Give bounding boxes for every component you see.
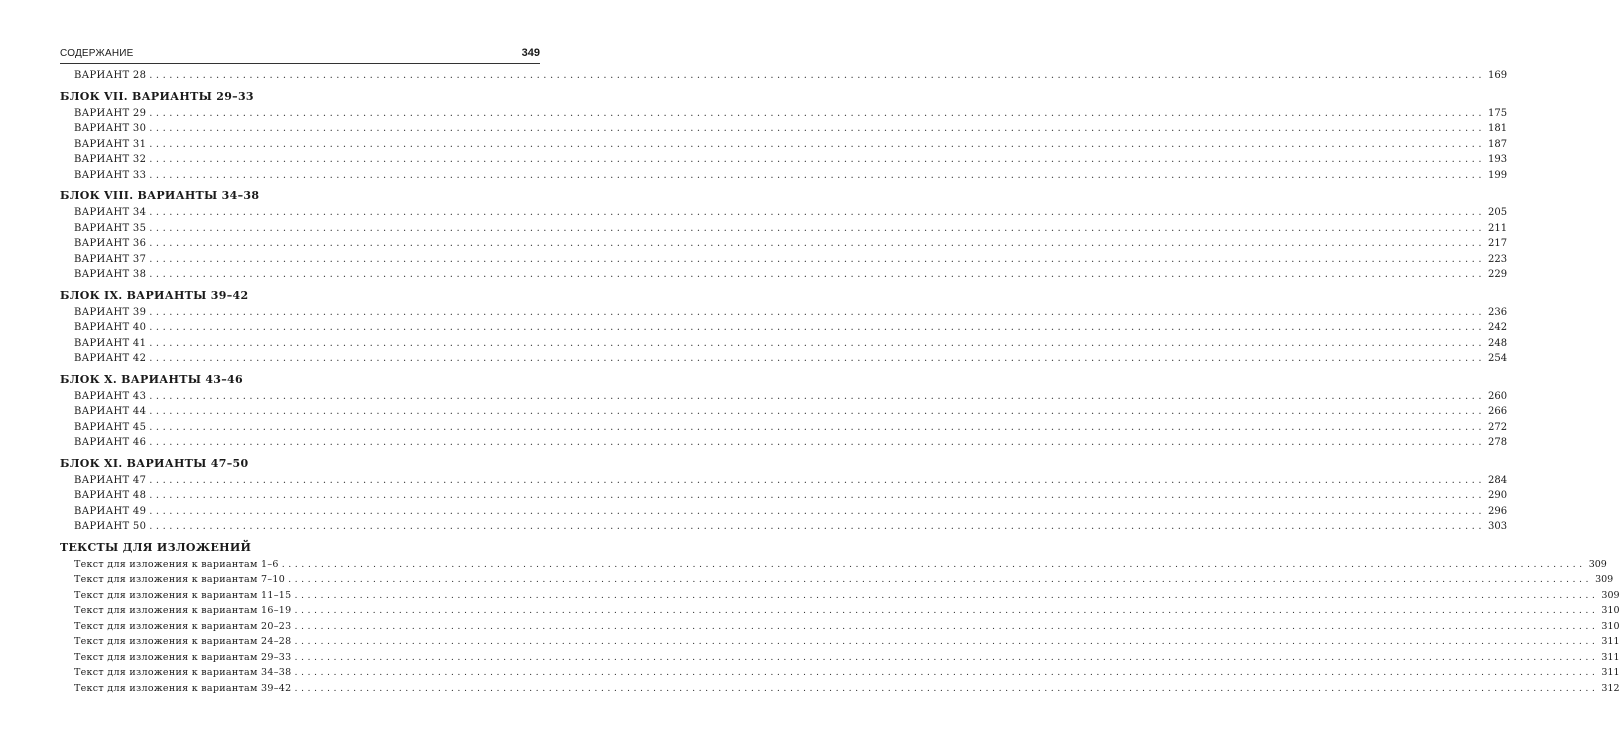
toc-entry-page: 260 (1488, 390, 1508, 402)
toc-entry (60, 665, 1620, 681)
dot-leader: ........................................................................................................................................................................................................ (149, 253, 1485, 265)
toc-entry (60, 435, 1508, 451)
running-head-title: СОДЕРЖАНИЕ (60, 48, 134, 59)
toc-entry-label: ВАРИАНТ 29 (74, 107, 147, 119)
toc-entry (60, 603, 1620, 619)
toc-entry-page: 254 (1488, 353, 1508, 364)
toc-entry (60, 68, 1508, 84)
toc-entry (60, 619, 1620, 635)
toc-entry-page: 205 (1488, 207, 1508, 218)
toc-entry-label: Текст для изложения к вариантам 7–10 (74, 574, 286, 585)
toc-entry-label: Текст для изложения к вариантам 1–6 (74, 558, 279, 570)
dot-leader: ........................................................................................................................................................................................................ (149, 269, 1485, 280)
toc-entry-label: Текст для изложения к вариантам 16–19 (74, 605, 292, 616)
toc-section-title: БЛОК X. ВАРИАНТЫ 43–46 (60, 372, 243, 386)
dot-leader: ........................................................................................................................................................................................................ (149, 70, 1485, 81)
dot-leader: ........................................................................................................................................................................................................ (281, 558, 1586, 570)
toc-entry-page: 193 (1488, 154, 1508, 165)
toc-section (60, 372, 1508, 451)
toc-section-title: БЛОК VIII. ВАРИАНТЫ 34–38 (60, 189, 260, 202)
dot-leader: ........................................................................................................................................................................................................ (288, 574, 1593, 585)
toc-entry (60, 305, 1508, 321)
dot-leader: ........................................................................................................................................................................................................ (294, 667, 1599, 678)
dot-leader: ........................................................................................................................................................................................................ (149, 154, 1485, 165)
toc-entry (60, 320, 1508, 336)
toc-entry (60, 588, 1620, 604)
toc-entry-page: 311 (1601, 667, 1620, 678)
toc-entry-label: ВАРИАНТ 38 (74, 269, 147, 280)
toc-entry-label: ВАРИАНТ 45 (74, 421, 147, 433)
toc-section-title: БЛОК IX. ВАРИАНТЫ 39–42 (60, 288, 249, 302)
toc-entry-label: ВАРИАНТ 31 (74, 138, 147, 150)
toc-entry-label: ВАРИАНТ 48 (74, 490, 147, 501)
dot-leader: ........................................................................................................................................................................................................ (149, 474, 1485, 486)
toc-entry-label: ВАРИАНТ 46 (74, 437, 147, 448)
toc-entry (60, 634, 1620, 650)
dot-leader: ........................................................................................................................................................................................................ (149, 337, 1485, 349)
toc-entry-label: ВАРИАНТ 41 (74, 337, 147, 349)
dot-leader: ........................................................................................................................................................................................................ (149, 207, 1485, 218)
toc-entry (60, 473, 1508, 489)
toc-entry-label: Текст для изложения к вариантам 29–33 (74, 651, 292, 663)
toc-entry (60, 351, 1508, 367)
toc-entry-label: Текст для изложения к вариантам 11–15 (74, 589, 292, 601)
dot-leader: ........................................................................................................................................................................................................ (149, 123, 1485, 134)
toc-entry-label: ВАРИАНТ 30 (74, 123, 147, 134)
toc-entry-label: ВАРИАНТ 47 (74, 474, 147, 486)
toc-entry (60, 121, 1508, 137)
toc-entry (60, 504, 1508, 520)
dot-leader: ........................................................................................................................................................................................................ (294, 651, 1599, 663)
toc-entry-page: 278 (1488, 437, 1508, 448)
toc-entry-page: 229 (1488, 269, 1508, 280)
toc-entry-page: 311 (1601, 651, 1620, 663)
toc-entry-label: Текст для изложения к вариантам 39–42 (74, 682, 292, 694)
toc-entry-page: 272 (1488, 421, 1508, 433)
toc-entry (60, 404, 1508, 420)
dot-leader: ........................................................................................................................................................................................................ (149, 238, 1485, 249)
toc-entry (60, 420, 1508, 436)
toc-entry-label: ВАРИАНТ 44 (74, 406, 147, 417)
toc-entry (60, 681, 1620, 697)
toc-entry-label: ВАРИАНТ 28 (74, 70, 147, 81)
dot-leader: ........................................................................................................................................................................................................ (149, 169, 1485, 181)
toc-entry (60, 267, 1508, 283)
toc-leading-group (60, 68, 1508, 84)
toc-entry-page: 248 (1488, 337, 1508, 349)
toc-entry-label: ВАРИАНТ 32 (74, 154, 147, 165)
toc-entry (60, 650, 1620, 666)
toc-entry-label: ВАРИАНТ 49 (74, 505, 147, 517)
toc-entry (60, 488, 1508, 504)
dot-leader: ........................................................................................................................................................................................................ (149, 421, 1485, 433)
dot-leader: ........................................................................................................................................................................................................ (294, 682, 1599, 694)
toc-entry-page: 169 (1488, 70, 1508, 81)
toc-entry (60, 572, 1614, 588)
toc-entry-label: ВАРИАНТ 36 (74, 238, 147, 249)
toc-entry (60, 168, 1508, 184)
toc-entry-page: 266 (1488, 406, 1508, 417)
dot-leader: ........................................................................................................................................................................................................ (149, 490, 1485, 501)
toc-entry-label: ВАРИАНТ 34 (74, 207, 147, 218)
dot-leader: ........................................................................................................................................................................................................ (149, 322, 1485, 333)
toc-entry-page: 199 (1488, 169, 1508, 181)
dot-leader: ........................................................................................................................................................................................................ (149, 138, 1485, 150)
toc-section (60, 288, 1508, 367)
toc-entry-page: 310 (1601, 605, 1620, 616)
toc-entry (60, 519, 1508, 535)
toc-entry-label: Текст для изложения к вариантам 24–28 (74, 636, 292, 647)
toc-entry-page: 312 (1601, 682, 1620, 694)
toc-section (60, 456, 1508, 535)
toc-entry-label: ВАРИАНТ 50 (74, 521, 147, 532)
toc-section (60, 540, 1620, 697)
dot-leader: ........................................................................................................................................................................................................ (149, 521, 1485, 532)
toc-entry-page: 187 (1488, 138, 1508, 150)
toc-section (60, 89, 1508, 184)
running-head (60, 48, 540, 64)
toc-entry-page: 284 (1488, 474, 1508, 486)
toc-entry-label: ВАРИАНТ 39 (74, 306, 147, 318)
toc-entry-page: 303 (1488, 521, 1508, 532)
toc-entry (60, 205, 1508, 221)
toc-section (60, 189, 1508, 283)
toc-entry-label: ВАРИАНТ 33 (74, 169, 147, 181)
page-number: 349 (521, 47, 540, 59)
toc-entry (60, 389, 1508, 405)
dot-leader: ........................................................................................................................................................................................................ (149, 505, 1485, 517)
dot-leader: ........................................................................................................................................................................................................ (294, 589, 1599, 601)
dot-leader: ........................................................................................................................................................................................................ (294, 620, 1599, 632)
toc-entry-label: ВАРИАНТ 35 (74, 222, 147, 234)
dot-leader: ........................................................................................................................................................................................................ (149, 306, 1485, 318)
toc-entry-label: ВАРИАНТ 43 (74, 390, 147, 402)
toc-section-title: БЛОК XI. ВАРИАНТЫ 47–50 (60, 456, 249, 470)
toc-entry-label: ВАРИАНТ 37 (74, 253, 147, 265)
toc-entry-label: ВАРИАНТ 40 (74, 322, 147, 333)
dot-leader: ........................................................................................................................................................................................................ (149, 107, 1485, 119)
dot-leader: ........................................................................................................................................................................................................ (294, 605, 1599, 616)
toc-section-title: БЛОК VII. ВАРИАНТЫ 29–33 (60, 89, 254, 103)
toc-entry (60, 221, 1508, 237)
toc-entry-page: 217 (1488, 238, 1508, 249)
dot-leader: ........................................................................................................................................................................................................ (149, 390, 1485, 402)
dot-leader: ........................................................................................................................................................................................................ (294, 636, 1599, 647)
toc-entry-page: 290 (1488, 490, 1508, 501)
toc-entry-page: 296 (1488, 505, 1508, 517)
toc-entry-label: ВАРИАНТ 42 (74, 353, 147, 364)
toc-section-title: ТЕКСТЫ ДЛЯ ИЗЛОЖЕНИЙ (60, 540, 252, 554)
toc-entry (60, 106, 1508, 122)
toc-entry-page: 223 (1488, 253, 1508, 265)
toc-entry (60, 252, 1508, 268)
toc-entry-page: 310 (1601, 620, 1620, 632)
toc-entry-label: Текст для изложения к вариантам 20–23 (74, 620, 292, 632)
toc-entry (60, 236, 1508, 252)
dot-leader: ........................................................................................................................................................................................................ (149, 222, 1485, 234)
dot-leader: ........................................................................................................................................................................................................ (149, 353, 1485, 364)
toc-entry-page: 311 (1601, 636, 1620, 647)
toc-entry (60, 137, 1508, 153)
toc-entry-page: 236 (1488, 306, 1508, 318)
toc-entry-page: 309 (1595, 574, 1614, 585)
toc-entry (60, 336, 1508, 352)
toc-entry (60, 152, 1508, 168)
toc-entry-page: 309 (1601, 589, 1620, 601)
toc-entry-page: 175 (1488, 107, 1508, 119)
toc-entry-page: 181 (1488, 123, 1508, 134)
toc-entry-page: 242 (1488, 322, 1508, 333)
toc-entry-page: 309 (1588, 558, 1607, 570)
toc-entry-page: 211 (1488, 222, 1508, 234)
toc-entry (60, 557, 1607, 573)
toc-entry-label: Текст для изложения к вариантам 34–38 (74, 667, 292, 678)
header-rule (60, 63, 540, 64)
table-of-contents (60, 68, 1620, 702)
dot-leader: ........................................................................................................................................................................................................ (149, 406, 1485, 417)
dot-leader: ........................................................................................................................................................................................................ (149, 437, 1485, 448)
